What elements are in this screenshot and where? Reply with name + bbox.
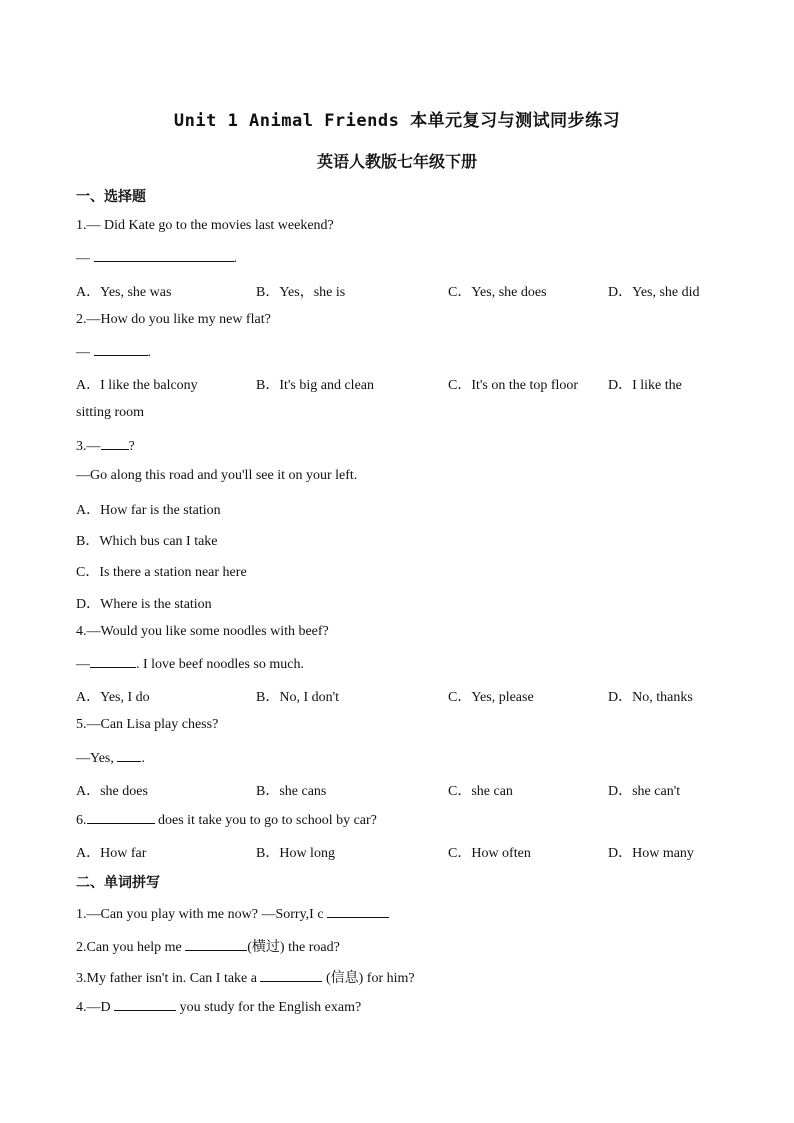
spelling-prefix: 3.My father isn't in. Can I take a (76, 971, 257, 986)
spelling-tail: (信息) for him? (322, 971, 415, 986)
question-2-option-a[interactable]: A．I like the balcony (76, 378, 198, 393)
blank-tail: . I love beef noodles so much. (136, 657, 304, 672)
spelling-1 (76, 905, 389, 923)
answer-blank[interactable] (94, 343, 148, 356)
question-2-stem: 2.—How do you like my new flat? (76, 312, 271, 327)
question-4-option-b[interactable]: B．No, I don't (256, 690, 340, 705)
question-1-option-a[interactable]: A．Yes, she was (76, 285, 172, 300)
question-1-stem: 1.— Did Kate go to the movies last weekend? (76, 218, 334, 233)
question-2-answer-line (76, 343, 151, 361)
question-4-option-d[interactable]: D．No, thanks (608, 690, 693, 705)
answer-blank[interactable] (260, 969, 322, 982)
question-2-option-c[interactable]: C．It's on the top floor (448, 378, 579, 393)
spelling-3 (76, 967, 415, 987)
question-3-option-c[interactable]: C．Is there a station near here (76, 565, 247, 580)
document-title: Unit 1 Animal Friends 本单元复习与测试同步练习 (173, 111, 621, 131)
spelling-2 (76, 936, 340, 956)
section-heading-spelling: 二、单词拼写 (76, 875, 160, 891)
question-6-option-b[interactable]: B．How long (256, 846, 335, 861)
dash: — (76, 345, 90, 360)
reply-prefix: —Yes, (76, 751, 114, 766)
question-prefix: 3.— (76, 439, 101, 454)
spelling-tail: (横过) the road? (247, 940, 340, 955)
answer-blank[interactable] (94, 249, 234, 262)
question-3-stem (76, 437, 135, 455)
answer-blank[interactable] (87, 811, 155, 824)
question-5-option-a[interactable]: A．she does (76, 784, 148, 799)
question-1-option-d[interactable]: D．Yes, she did (608, 285, 700, 300)
question-6-option-a[interactable]: A．How far (76, 846, 147, 861)
question-3-option-d[interactable]: D．Where is the station (76, 597, 212, 612)
question-2-option-d-continued: sitting room (76, 405, 145, 420)
question-1-option-c[interactable]: C．Yes, she does (448, 285, 547, 300)
answer-blank[interactable] (327, 905, 389, 918)
question-3-option-a[interactable]: A．How far is the station (76, 503, 221, 518)
question-5-option-d[interactable]: D．she can't (608, 784, 681, 799)
question-2-option-d[interactable]: D．I like the (608, 378, 682, 393)
spelling-prefix: 2.Can you help me (76, 940, 182, 955)
answer-blank[interactable] (101, 437, 129, 450)
question-1-answer-line (76, 249, 237, 267)
answer-blank[interactable] (117, 749, 141, 762)
question-prefix: 6. (76, 813, 87, 828)
question-5-option-b[interactable]: B．she cans (256, 784, 327, 799)
question-6-option-c[interactable]: C．How often (448, 846, 531, 861)
question-4-option-a[interactable]: A．Yes, I do (76, 690, 150, 705)
blank-tail: . (147, 345, 151, 360)
question-4-stem: 4.—Would you like some noodles with beef? (76, 624, 329, 639)
dash: — (76, 657, 90, 672)
answer-blank[interactable] (90, 655, 136, 668)
answer-blank[interactable] (114, 998, 176, 1011)
spelling-prefix: 4.—D (76, 1000, 111, 1015)
question-5-option-c[interactable]: C．she can (448, 784, 513, 799)
blank-tail: ? (128, 439, 135, 454)
question-4-answer-line (76, 655, 304, 673)
question-3-reply: —Go along this road and you'll see it on your left. (76, 468, 358, 483)
question-6-stem (76, 811, 377, 829)
question-6-option-d[interactable]: D．How many (608, 846, 694, 861)
spelling-prefix: 1.—Can you play with me now? —Sorry,I c (76, 907, 324, 922)
question-5-stem: 5.—Can Lisa play chess? (76, 717, 219, 732)
blank-tail: . (141, 751, 145, 766)
section-heading-multiple-choice: 一、选择题 (76, 189, 146, 205)
question-2-option-b[interactable]: B．It's big and clean (256, 378, 374, 393)
spelling-tail: you study for the English exam? (176, 1000, 362, 1015)
question-3-option-b[interactable]: B．Which bus can I take (76, 534, 218, 549)
spelling-4 (76, 998, 361, 1016)
document-subtitle: 英语人教版七年级下册 (316, 152, 477, 171)
question-5-answer-line (76, 749, 145, 767)
question-1-option-b[interactable]: B．Yes，she is (256, 285, 346, 300)
blank-tail: . (233, 251, 237, 266)
dash: — (76, 251, 90, 266)
question-4-option-c[interactable]: C．Yes, please (448, 690, 534, 705)
answer-blank[interactable] (185, 938, 247, 951)
blank-tail: does it take you to go to school by car? (154, 813, 377, 828)
